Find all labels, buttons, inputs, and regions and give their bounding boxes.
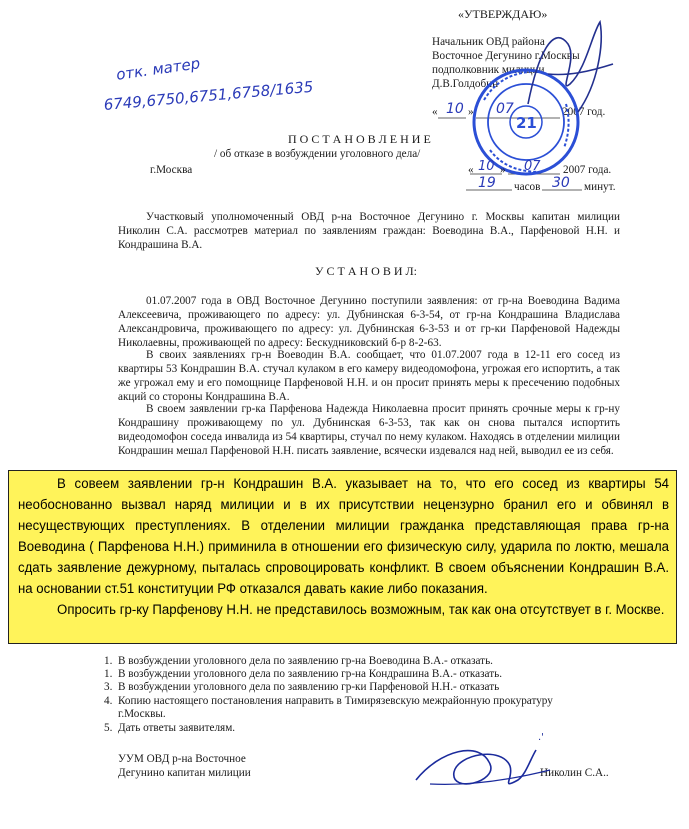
svg-text:.': .' [538, 732, 544, 743]
decision-num: 1. [104, 668, 113, 680]
highlighted-paragraph-2: Опросить гр-ку Парфенову Н.Н. не представилось возможным, так как она отсутствует в г. Москве. [57, 602, 665, 618]
decision-num: 5. [104, 722, 113, 734]
hours-label: часов [514, 181, 541, 193]
officer-signature [410, 720, 560, 810]
approval-date-day: 10 [446, 101, 464, 117]
city: г.Москва [150, 164, 193, 176]
intro-paragraph: Участковый уполномоченный ОВД р-на Восточное Дегунино г. Москвы капитан милиции Николин С.А. рассмотрев материал по заявлениям граждан: Воеводина В.А., Парфеновой Н.Н. и Кондрашина В.А. [118, 211, 620, 251]
approval-line-rank: подполковник милиции [432, 64, 545, 76]
approval-signature [508, 14, 628, 124]
approval-title: «УТВЕРЖДАЮ» [458, 7, 548, 21]
decision-item-1 [104, 655, 493, 668]
place-date-month: 07 [524, 159, 541, 174]
approval-date-year: 2007 год. [562, 106, 606, 118]
decision-num: 3. [104, 681, 113, 693]
minutes-label: минут. [584, 181, 616, 193]
approval-line-name: Д.В.Голдобин [432, 78, 499, 90]
decision-item-3 [104, 681, 500, 694]
place-date-day: 10 [478, 159, 495, 174]
decision-item-4-cont [118, 708, 166, 721]
decision-item-4 [104, 695, 553, 708]
paragraph-3: В своем заявлении гр-ка Парфенова Надежда Николаевна просит принять срочные меры к гр-ну Кондрашину проживающему по ул. Дубнинская 6-3-53, так как он снова пытался испортить видеодомофон соседа инвалида из 54 квартиры, стучал по нему кулаком. Находясь в отделении милиции Кондрашин мешал Парфеновой Н.Н. писать заявление, всячески издевался над ней, выводил ее из себя. [118, 403, 620, 457]
signature-line-1: УУМ ОВД р-на Восточное [118, 753, 246, 765]
decision-num: 1. [104, 655, 113, 667]
highlighted-paragraph-1: В совеем заявлении гр-н Кондрашин В.А. указывает на то, что его сосед из квартиры 54 необоснованно вызвал наряд милиции и в их присутствии нецензурно бранил его и обвинял в несуществующих преступлениях. В отделении милиции гражданка представляющая права гр-на Воеводина ( Парфенова Н.Н.) приминила в отношении его физическую силу, ударила по локтю, мешала сдать заявление дежурному, пыталась спровоцировать конфликт. В своем объяснении Кондрашин В.А. на основании ст.51 конституции РФ отказался давать какие либо показания. [18, 476, 670, 597]
handwritten-note-line1: отк. матер [115, 54, 202, 84]
decision-num: 4. [104, 695, 113, 707]
established-heading: У С Т А Н О В И Л: [315, 264, 417, 278]
signature-name: Николин С.А.. [540, 767, 609, 779]
document-title: П О С Т А Н О В Л Е Н И Е [288, 132, 431, 146]
approval-date-open: « [432, 106, 438, 118]
approval-date-close: » [468, 106, 474, 118]
place-date-minutes: 30 [552, 175, 570, 191]
decision-text: В возбуждении уголовного дела по заявлению гр-на Кондрашина В.А.- отказать. [118, 668, 502, 680]
handwritten-note-line2: 6749,6750,6751,6758/1635 [103, 77, 315, 114]
place-date-year: 2007 года. [563, 164, 612, 176]
decision-text: В возбуждении уголовного дела по заявлению гр-на Воеводина В.А.- отказать. [118, 655, 493, 667]
decision-text: Копию настоящего постановления направить в Тимирязевскую межрайонную прокуратуру [118, 695, 553, 707]
decision-item-2 [104, 668, 502, 681]
approval-line-position: Начальник ОВД района [432, 36, 545, 48]
decision-text-cont: г.Москвы. [118, 708, 166, 720]
approval-date-month: 07 [496, 101, 514, 117]
decision-text: Дать ответы заявителям. [118, 722, 236, 734]
document-subtitle: / об отказе в возбуждении уголовного дела/ [214, 148, 421, 160]
paragraph-1: 01.07.2007 года в ОВД Восточное Дегунино поступили заявления: от гр-на Воеводина Вадима Алексеевича, проживающего по адресу: ул. Дубнинская 6-3-54, от гр-на Кондрашина Владислава Александровича, проживающего по адресу: ул. Дубнинская 6-3-53 и от гр-ки Парфеновой Надежды Николаевны, проживающей по адресу: Бескудниковский б-р 8-2-63. [118, 295, 620, 349]
decision-item-5 [104, 722, 236, 735]
place-date-hours: 19 [478, 175, 496, 191]
signature-line-2: Дегунино капитан милиции [118, 767, 251, 779]
stamp-number: 21 [516, 114, 537, 132]
approval-line-district: Восточное Дегунино г.Москвы [432, 50, 580, 62]
decision-text: В возбуждении уголовного дела по заявлению гр-ки Парфеновой Н.Н.- отказать [118, 681, 500, 693]
paragraph-2: В своих заявлениях гр-н Воеводин В.А. сообщает, что 01.07.2007 года в 12-11 его сосед из квартиры 53 Кондрашин В.А. стучал кулаком в его камеру видеодомофона, угрожая его испортить, а так же угрожал ему и его помощнице Парфеновой Н.Н. и он просит принять меры к пресечению подобных акций со стороны Кондрашина В.А. [118, 349, 620, 403]
